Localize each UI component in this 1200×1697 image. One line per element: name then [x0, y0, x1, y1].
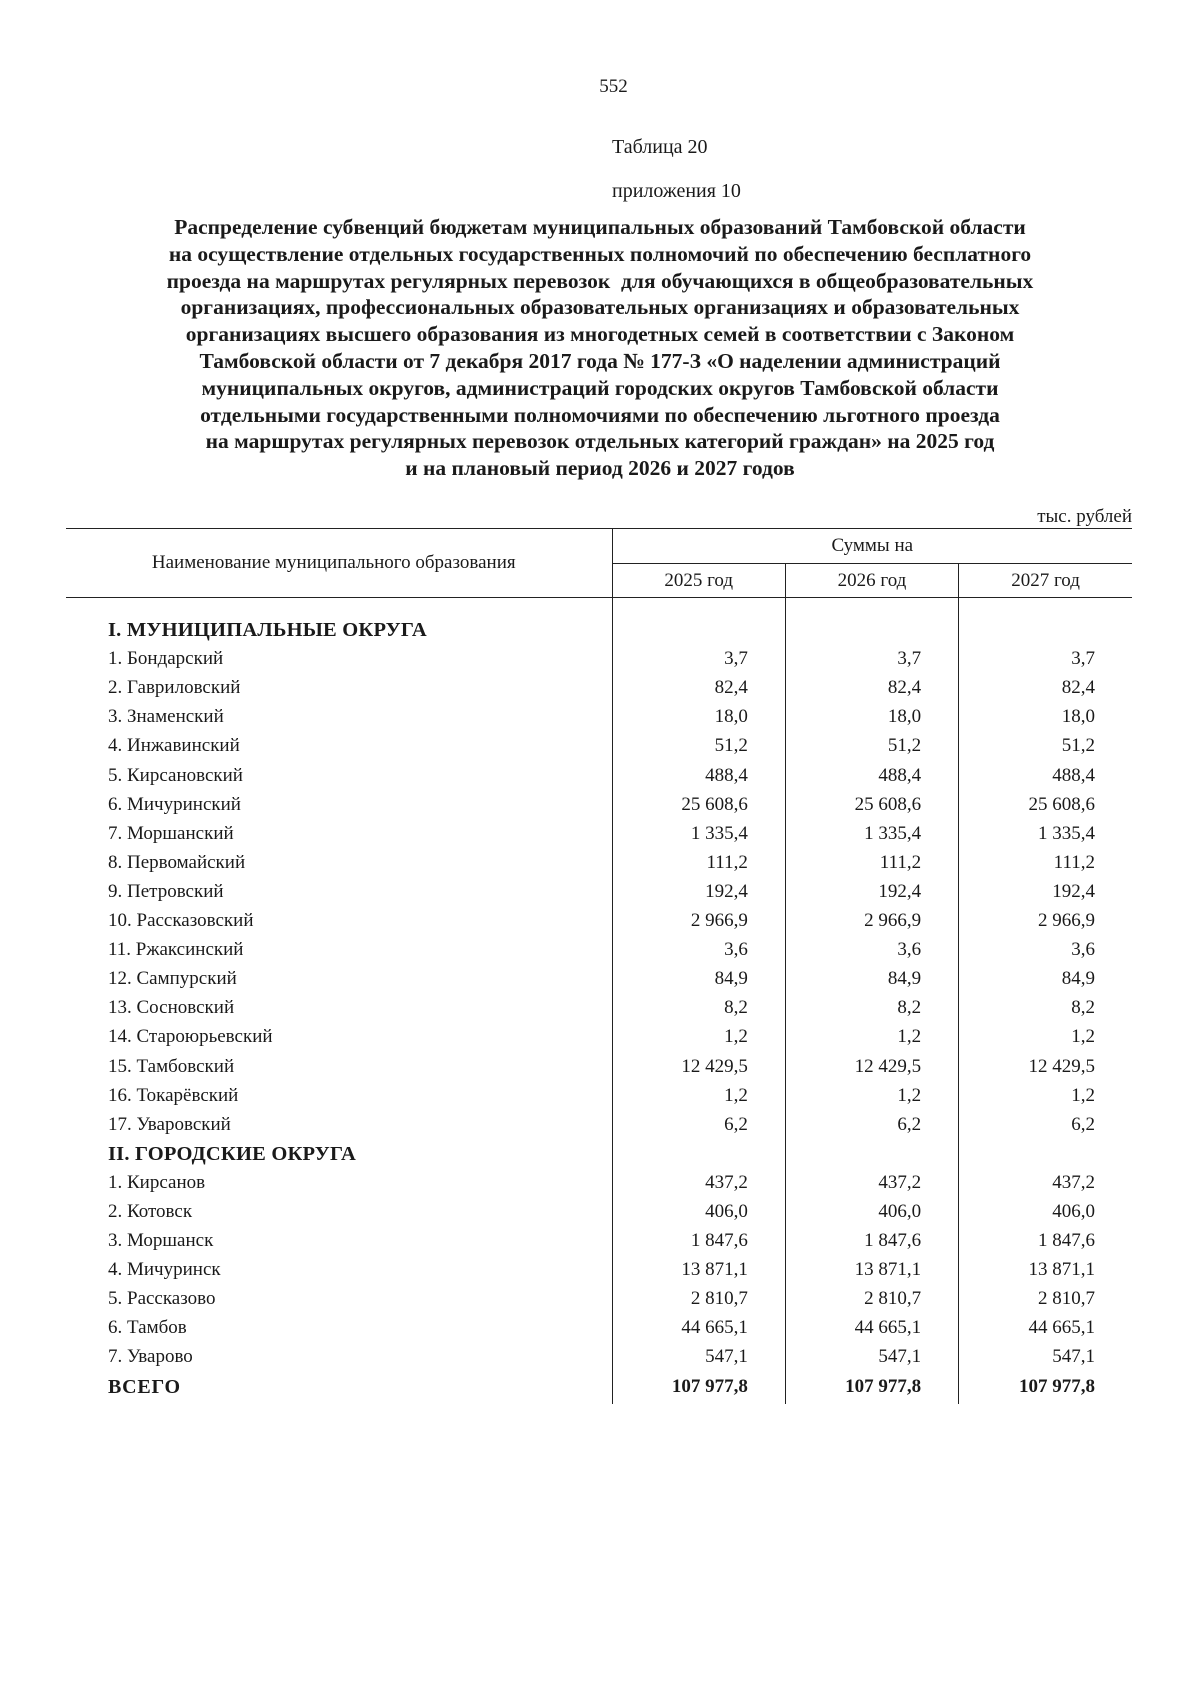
row-value-2026: 44 665,1	[785, 1310, 958, 1339]
total-value-2026: 107 977,8	[785, 1368, 958, 1403]
row-value-2026: 1,2	[785, 1078, 958, 1107]
table-row	[66, 670, 1132, 699]
row-name: 10. Рассказовский	[108, 910, 254, 932]
table-body	[66, 598, 1132, 1404]
row-value-2027: 437,2	[959, 1165, 1132, 1194]
row-value-2027: 13 871,1	[959, 1252, 1132, 1281]
table-row	[66, 961, 1132, 990]
table-row	[66, 757, 1132, 786]
row-name: 14. Староюрьевский	[108, 1026, 273, 1048]
row-value-2025: 25 608,6	[612, 787, 785, 816]
row-value-2027: 2 966,9	[959, 903, 1132, 932]
table-row	[66, 728, 1132, 757]
row-value-2026: 1 847,6	[785, 1223, 958, 1252]
row-value-2027: 2 810,7	[959, 1281, 1132, 1310]
row-value-2025: 2 966,9	[612, 903, 785, 932]
table-row	[66, 1165, 1132, 1194]
row-value-2026: 111,2	[785, 845, 958, 874]
row-value-2027: 51,2	[959, 728, 1132, 757]
row-name: 3. Знаменский	[108, 706, 224, 728]
table-row	[66, 874, 1132, 903]
row-value-2027: 25 608,6	[959, 787, 1132, 816]
row-name: 2. Гавриловский	[108, 677, 241, 699]
row-value-2027: 1,2	[959, 1078, 1132, 1107]
row-value-2026: 6,2	[785, 1107, 958, 1136]
row-value-2027: 1 335,4	[959, 816, 1132, 845]
table-row	[66, 1339, 1132, 1368]
row-value-2027: 8,2	[959, 990, 1132, 1019]
row-name: 7. Уварово	[108, 1346, 193, 1368]
row-value-2025: 51,2	[612, 728, 785, 757]
row-value-2026: 25 608,6	[785, 787, 958, 816]
row-value-2025: 3,6	[612, 932, 785, 961]
column-header-sums: Суммы на	[612, 529, 1132, 564]
row-name: 2. Котовск	[108, 1200, 193, 1222]
row-value-2026: 437,2	[785, 1165, 958, 1194]
row-value-2027: 1 847,6	[959, 1223, 1132, 1252]
row-name: 7. Моршанский	[108, 822, 234, 844]
table-row	[66, 787, 1132, 816]
row-value-2025: 2 810,7	[612, 1281, 785, 1310]
row-name: 12. Сампурский	[108, 968, 237, 990]
row-value-2027: 488,4	[959, 757, 1132, 786]
row-value-2027: 1,2	[959, 1019, 1132, 1048]
column-header-name: Наименование муниципального образования	[66, 529, 612, 598]
total-value-2027: 107 977,8	[959, 1368, 1132, 1403]
row-value-2026: 488,4	[785, 757, 958, 786]
table-row	[66, 1194, 1132, 1223]
table-label: Таблица 20	[612, 136, 708, 158]
row-name: 6. Тамбов	[108, 1317, 187, 1339]
table-row	[66, 699, 1132, 728]
row-name: 1. Кирсанов	[108, 1171, 206, 1193]
title-line: проезда на маршрутах регулярных перевозок для обучающихся в общеобразовательных	[166, 268, 1034, 293]
row-value-2027: 12 429,5	[959, 1048, 1132, 1077]
row-value-2025: 12 429,5	[612, 1048, 785, 1077]
spacer-row	[66, 598, 1132, 613]
table-row	[66, 845, 1132, 874]
row-value-2027: 406,0	[959, 1194, 1132, 1223]
row-value-2025: 1 847,6	[612, 1223, 785, 1252]
row-value-2025: 192,4	[612, 874, 785, 903]
total-row	[66, 1368, 1132, 1403]
row-value-2027: 18,0	[959, 699, 1132, 728]
row-value-2025: 6,2	[612, 1107, 785, 1136]
title-line: на осуществление отдельных государственных полномочий по обеспечению бесплатного	[168, 241, 1032, 266]
section-title: II. ГОРОДСКИЕ ОКРУГА	[108, 1142, 357, 1165]
total-label: ВСЕГО	[108, 1375, 181, 1398]
row-value-2026: 51,2	[785, 728, 958, 757]
row-name: 11. Ржаксинский	[108, 939, 244, 961]
table-row	[66, 990, 1132, 1019]
appendix-label: приложения 10	[612, 180, 741, 202]
table-row	[66, 903, 1132, 932]
table-row	[66, 932, 1132, 961]
row-value-2026: 8,2	[785, 990, 958, 1019]
row-value-2027: 84,9	[959, 961, 1132, 990]
row-value-2026: 18,0	[785, 699, 958, 728]
title-line: Тамбовской области от 7 декабря 2017 года № 177-З «О наделении администраций	[199, 348, 1001, 373]
row-name: 1. Бондарский	[108, 648, 224, 670]
section-row	[66, 612, 1132, 641]
row-value-2025: 547,1	[612, 1339, 785, 1368]
row-value-2027: 6,2	[959, 1107, 1132, 1136]
row-value-2025: 1,2	[612, 1019, 785, 1048]
row-value-2026: 13 871,1	[785, 1252, 958, 1281]
table-row	[66, 641, 1132, 670]
title-line: и на плановый период 2026 и 2027 годов	[405, 456, 795, 481]
row-name: 4. Инжавинский	[108, 735, 240, 757]
row-value-2025: 8,2	[612, 990, 785, 1019]
section-row	[66, 1136, 1132, 1165]
table-row	[66, 1019, 1132, 1048]
row-value-2026: 2 810,7	[785, 1281, 958, 1310]
row-value-2025: 18,0	[612, 699, 785, 728]
row-value-2026: 2 966,9	[785, 903, 958, 932]
document-title	[100, 214, 1100, 482]
row-value-2026: 84,9	[785, 961, 958, 990]
table-row	[66, 1078, 1132, 1107]
row-name: 4. Мичуринск	[108, 1259, 221, 1281]
row-value-2027: 82,4	[959, 670, 1132, 699]
row-value-2026: 192,4	[785, 874, 958, 903]
row-value-2025: 84,9	[612, 961, 785, 990]
row-value-2025: 111,2	[612, 845, 785, 874]
row-name: 5. Кирсановский	[108, 764, 243, 786]
title-line: на маршрутах регулярных перевозок отдельных категорий граждан» на 2025 год	[205, 429, 995, 454]
row-value-2026: 82,4	[785, 670, 958, 699]
row-value-2027: 3,7	[959, 641, 1132, 670]
table-row	[66, 1281, 1132, 1310]
row-name: 3. Моршанск	[108, 1230, 214, 1252]
total-value-2025: 107 977,8	[612, 1368, 785, 1403]
row-value-2026: 3,6	[785, 932, 958, 961]
column-header-2026: 2026 год	[785, 564, 958, 598]
row-value-2026: 547,1	[785, 1339, 958, 1368]
table-row	[66, 816, 1132, 845]
table-header	[66, 529, 1132, 598]
row-value-2027: 111,2	[959, 845, 1132, 874]
row-value-2027: 192,4	[959, 874, 1132, 903]
subvention-table	[66, 528, 1132, 1404]
row-value-2026: 406,0	[785, 1194, 958, 1223]
row-name: 17. Уваровский	[108, 1113, 231, 1135]
table-row	[66, 1310, 1132, 1339]
row-value-2025: 488,4	[612, 757, 785, 786]
row-value-2026: 12 429,5	[785, 1048, 958, 1077]
title-line: организациях высшего образования из многодетных семей в соответствии с Законом	[185, 322, 1015, 347]
title-line: организациях, профессиональных образовательных организациях и образовательных	[180, 295, 1020, 320]
row-name: 5. Рассказово	[108, 1288, 216, 1310]
title-line: отдельными государственными полномочиями по обеспечению льготного проезда	[200, 402, 1000, 427]
title-line: Распределение субвенций бюджетам муниципальных образований Тамбовской области	[174, 215, 1026, 239]
table-row	[66, 1252, 1132, 1281]
page-number: 552	[599, 76, 628, 97]
row-name: 6. Мичуринский	[108, 793, 241, 815]
table-row	[66, 1107, 1132, 1136]
row-name: 8. Первомайский	[108, 851, 246, 873]
row-name: 9. Петровский	[108, 880, 224, 902]
section-title: I. МУНИЦИПАЛЬНЫЕ ОКРУГА	[108, 619, 427, 642]
column-header-2025: 2025 год	[612, 564, 785, 598]
table-row	[66, 1223, 1132, 1252]
row-value-2027: 44 665,1	[959, 1310, 1132, 1339]
row-value-2027: 3,6	[959, 932, 1132, 961]
row-value-2025: 437,2	[612, 1165, 785, 1194]
row-value-2025: 3,7	[612, 641, 785, 670]
row-value-2025: 82,4	[612, 670, 785, 699]
row-value-2025: 406,0	[612, 1194, 785, 1223]
row-name: 16. Токарёвский	[108, 1084, 239, 1106]
row-value-2026: 1 335,4	[785, 816, 958, 845]
title-line: муниципальных округов, администраций городских округов Тамбовской области	[201, 375, 999, 400]
row-value-2026: 1,2	[785, 1019, 958, 1048]
units-label: тыс. рублей	[1037, 506, 1132, 527]
row-value-2026: 3,7	[785, 641, 958, 670]
column-header-2027: 2027 год	[959, 564, 1132, 598]
row-value-2027: 547,1	[959, 1339, 1132, 1368]
row-value-2025: 13 871,1	[612, 1252, 785, 1281]
row-name: 13. Сосновский	[108, 997, 235, 1019]
row-name: 15. Тамбовский	[108, 1055, 235, 1077]
row-value-2025: 44 665,1	[612, 1310, 785, 1339]
table-row	[66, 1048, 1132, 1077]
row-value-2025: 1,2	[612, 1078, 785, 1107]
row-value-2025: 1 335,4	[612, 816, 785, 845]
